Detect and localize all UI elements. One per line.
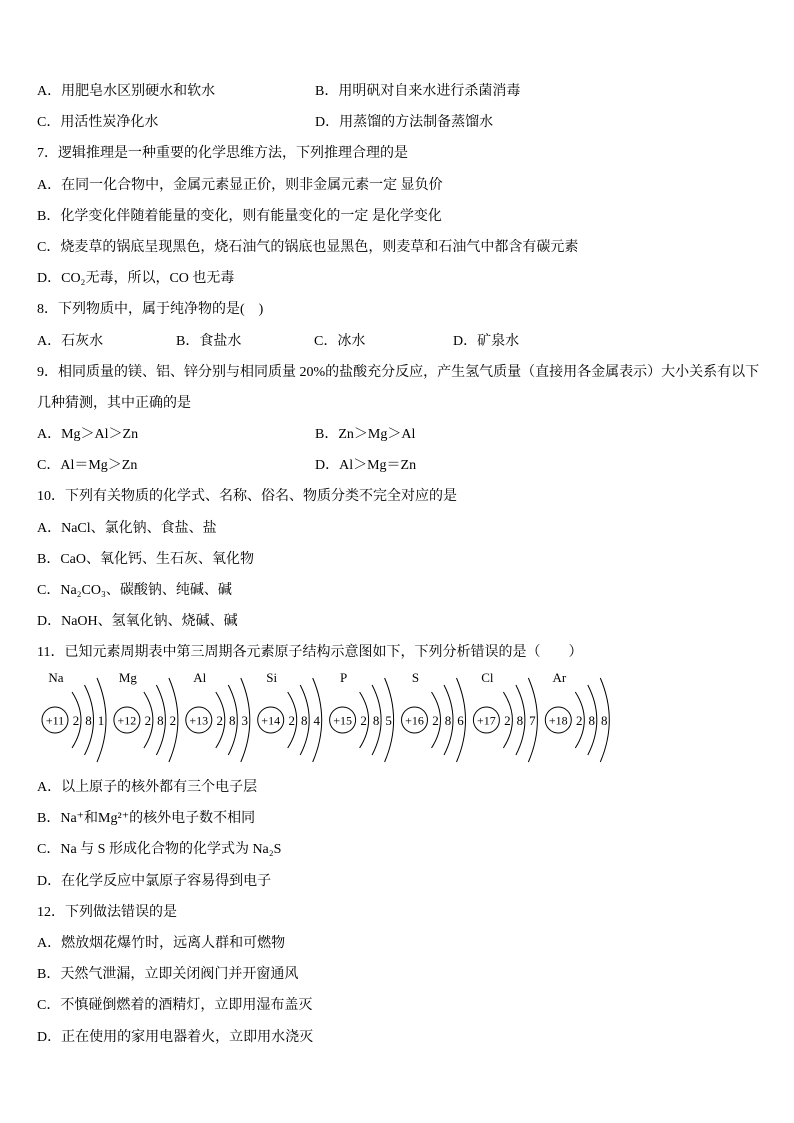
q11-option-d: D．在化学反应中氯原子容易得到电子	[37, 873, 272, 889]
element-symbol: Si	[266, 670, 278, 685]
q9-stem-line-2: 几种猜测，其中正确的是	[37, 395, 191, 411]
q6-option-a: A．用肥皂水区别硬水和软水	[37, 84, 216, 99]
q11-option-b: B．Na⁺和Mg²⁺的核外电子数不相同	[37, 811, 256, 827]
atom-si	[258, 670, 322, 762]
q9-option-row-2	[37, 450, 777, 481]
element-symbol: S	[411, 670, 420, 685]
questions-block-upper	[37, 76, 777, 669]
element-symbol: Al	[193, 670, 207, 685]
atom-ar	[545, 670, 609, 762]
q7-option-a: A．在同一化合物中，金属元素显正价，则非金属元素一定 显负价	[37, 177, 443, 193]
nuclear-charge: +16	[405, 713, 424, 728]
q9-option-d: D．Al＞Mg＝Zn	[315, 458, 417, 474]
shell-electron-count: 2	[360, 713, 367, 728]
q11-option-c: C．Na 与 S 形成化合物的化学式为 Na₂S	[37, 842, 282, 858]
shell-electron-count: 8	[157, 713, 164, 728]
element-symbol: P	[339, 670, 348, 685]
shell-electron-count: 8	[516, 713, 524, 728]
shell-electron-count: 5	[385, 713, 392, 728]
shell-electron-count: 6	[457, 713, 464, 728]
atom-mg	[114, 670, 178, 762]
q6-option-d: D．用蒸馏的方法制备蒸馏水	[315, 115, 494, 131]
q6-option-b: B．用明矾对自来水进行杀菌消毒	[315, 84, 521, 99]
shell-electron-count: 8	[372, 713, 380, 728]
shell-electron-count: 2	[576, 713, 583, 728]
nuclear-charge: +11	[45, 713, 65, 728]
q12-option-c: C．不慎碰倒燃着的酒精灯，立即用湿布盖灭	[37, 998, 313, 1014]
q8-stem: 8．下列物质中，属于纯净物的是( )	[37, 302, 264, 318]
nuclear-charge: +14	[261, 713, 281, 728]
q10-option-c: C．Na₂CO₃、碳酸钠、纯碱、碱	[37, 583, 232, 598]
atom-na	[42, 670, 106, 762]
q6-option-row-2	[37, 107, 777, 138]
nuclear-charge: +15	[333, 713, 352, 728]
shell-electron-count: 2	[216, 713, 224, 728]
shell-electron-count: 8	[300, 713, 308, 728]
q12-stem: 12．下列做法错误的是	[37, 904, 177, 920]
atom-p	[330, 670, 394, 762]
q8-option-a: A．石灰水	[37, 333, 104, 349]
q10-option-a: A．NaCl、氯化钠、食盐、盐	[37, 520, 217, 536]
q8-option-d: D．矿泉水	[453, 333, 520, 349]
shell-electron-count: 2	[432, 713, 439, 728]
atom-cl	[473, 670, 537, 762]
shell-electron-count: 2	[288, 713, 295, 728]
nuclear-charge: +18	[548, 713, 568, 728]
q9-option-row-1	[37, 419, 777, 450]
nuclear-charge: +13	[189, 713, 209, 728]
q10-stem: 10．下列有关物质的化学式、名称、俗名、物质分类不完全对应的是	[37, 489, 457, 505]
element-symbol: Cl	[481, 670, 494, 685]
element-symbol: Na	[48, 670, 64, 685]
shell-electron-count: 1	[97, 713, 105, 728]
shell-electron-count: 2	[169, 713, 177, 728]
shell-electron-count: 8	[601, 713, 608, 728]
questions-block-lower	[37, 772, 777, 1053]
q7-option-c: C．烧麦草的锅底呈现黑色，烧石油气的锅底也显黑色，则麦草和石油气中都含有碳元素	[37, 239, 579, 255]
q11-stem: 11．已知元素周期表中第三周期各元素原子结构示意图如下，下列分析错误的是（ ）	[37, 645, 583, 661]
q7-stem: 7．逻辑推理是一种重要的化学思维方法，下列推理合理的是	[37, 146, 408, 162]
shell-electron-count: 7	[529, 713, 536, 728]
q10-option-b: B．CaO、氧化钙、生石灰、氧化物	[37, 551, 254, 567]
q12-option-b: B．天然气泄漏，立即关闭阀门并开窗通风	[37, 967, 299, 983]
shell-electron-count: 4	[313, 713, 320, 728]
q8-option-c: C．冰水	[314, 333, 366, 349]
q9-option-a: A．Mg＞Al＞Zn	[37, 427, 139, 443]
element-symbol: Ar	[552, 670, 567, 685]
shell-electron-count: 2	[72, 713, 80, 728]
q9-option-b: B．Zn＞Mg＞Al	[315, 427, 416, 443]
q10-option-d: D．NaOH、氢氧化钠、烧碱、碱	[37, 614, 238, 630]
q7-option-d: D．CO₂无毒，所以，CO 也无毒	[37, 271, 235, 287]
q11-option-a: A．以上原子的核外都有三个电子层	[37, 780, 258, 795]
q12-option-d: D．正在使用的家用电器着火，立即用水浇灭	[37, 1029, 314, 1045]
q8-option-b: B．食盐水	[176, 333, 242, 349]
q9-option-c: C．Al＝Mg＞Zn	[37, 458, 138, 474]
shell-electron-count: 8	[229, 713, 236, 728]
shell-electron-count: 2	[144, 713, 152, 728]
element-symbol: Mg	[118, 670, 137, 685]
q6-option-c: C．用活性炭净化水	[37, 115, 159, 131]
q12-option-a: A．燃放烟花爆竹时，远离人群和可燃物	[37, 935, 286, 951]
nuclear-charge: +12	[117, 713, 137, 728]
shell-electron-count: 2	[504, 713, 511, 728]
atom-al	[186, 670, 250, 762]
q8-option-row	[37, 326, 777, 357]
atom-s	[402, 670, 466, 762]
atomic-structure-diagram	[0, 669, 640, 773]
q7-option-b: B．化学变化伴随着能量的变化，则有能量变化的一定 是化学变化	[37, 208, 442, 224]
q6-option-row-1	[37, 76, 777, 107]
shell-electron-count: 8	[85, 713, 92, 728]
shell-electron-count: 3	[241, 713, 249, 728]
q9-stem-line-1: 9．相同质量的镁、铝、锌分别与相同质量 20%的盐酸充分反应，产生氢气质量（直接用各金属表示）大小关系有以下	[37, 364, 760, 380]
shell-electron-count: 8	[444, 713, 452, 728]
shell-electron-count: 8	[588, 713, 596, 728]
nuclear-charge: +17	[477, 713, 496, 728]
